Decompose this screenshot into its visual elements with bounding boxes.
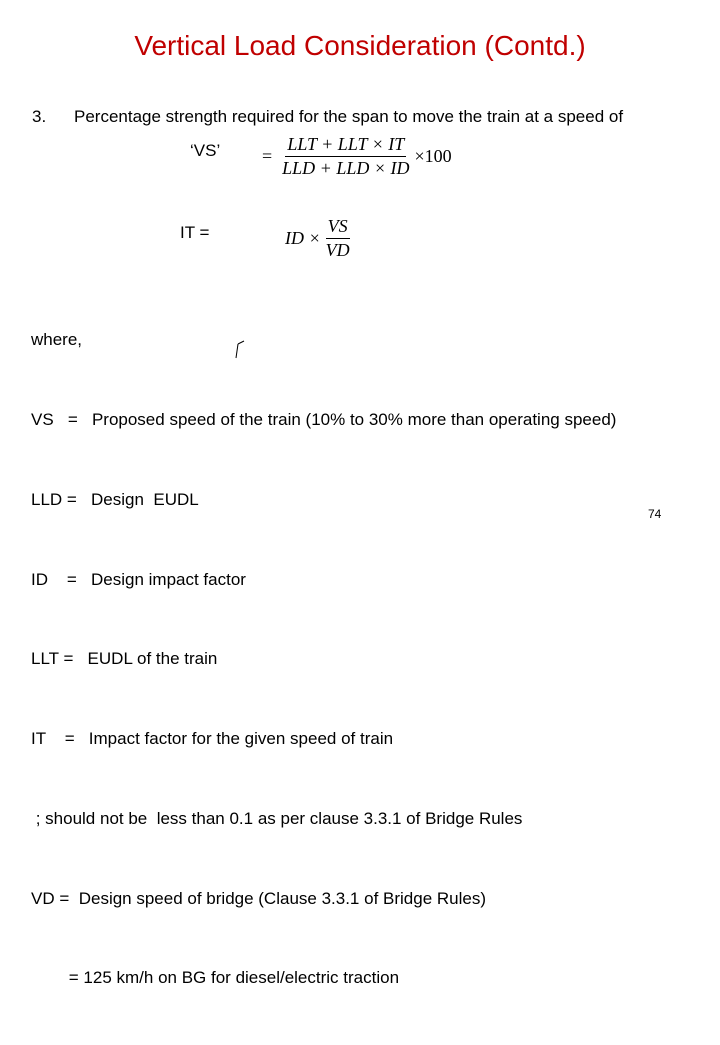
formula-equals: = [262, 146, 273, 166]
it-label: IT = [180, 223, 210, 242]
definition-line: where, [31, 330, 83, 350]
strength-numerator: LLT + LLT × IT [285, 134, 406, 157]
impact-formula [285, 216, 352, 261]
point-text: Percentage strength required for the span to move the train at a speed of [74, 107, 624, 126]
point-number: 3. [32, 107, 47, 126]
strength-fraction [280, 134, 411, 179]
formula-multiplier: ×100 [414, 146, 452, 166]
impact-denominator: VD [325, 240, 350, 260]
strength-denominator: LLD + LLD × ID [282, 158, 410, 178]
definition-line: LLT = EUDL of the train [31, 649, 218, 669]
vs-label: ‘VS’ [190, 141, 221, 160]
text-cursor-icon [232, 338, 246, 360]
definition-line: IT = Impact factor for the given speed of train [31, 729, 394, 749]
definition-line: LLD = Design EUDL [31, 489, 199, 509]
definition-line: ; should not be less than 0.1 as per clause 3.3.1 of Bridge Rules [31, 808, 523, 828]
strength-formula [262, 134, 452, 179]
definitions-list [31, 274, 616, 1045]
definition-line: VS = Proposed speed of the train (10% to 30% more than operating speed) [31, 409, 617, 429]
impact-numerator: VS [326, 216, 350, 239]
impact-fraction [324, 216, 352, 261]
definition-line: ID = Design impact factor [31, 569, 246, 589]
definition-line: = 125 km/h on BG for diesel/electric traction [31, 968, 400, 988]
slide-title: Vertical Load Consideration (Contd.) [134, 30, 586, 61]
definition-line: VD = Design speed of bridge (Clause 3.3.1 of Bridge Rules) [31, 888, 486, 908]
page-number: 74 [648, 507, 662, 521]
impact-lhs: ID × [285, 228, 321, 248]
